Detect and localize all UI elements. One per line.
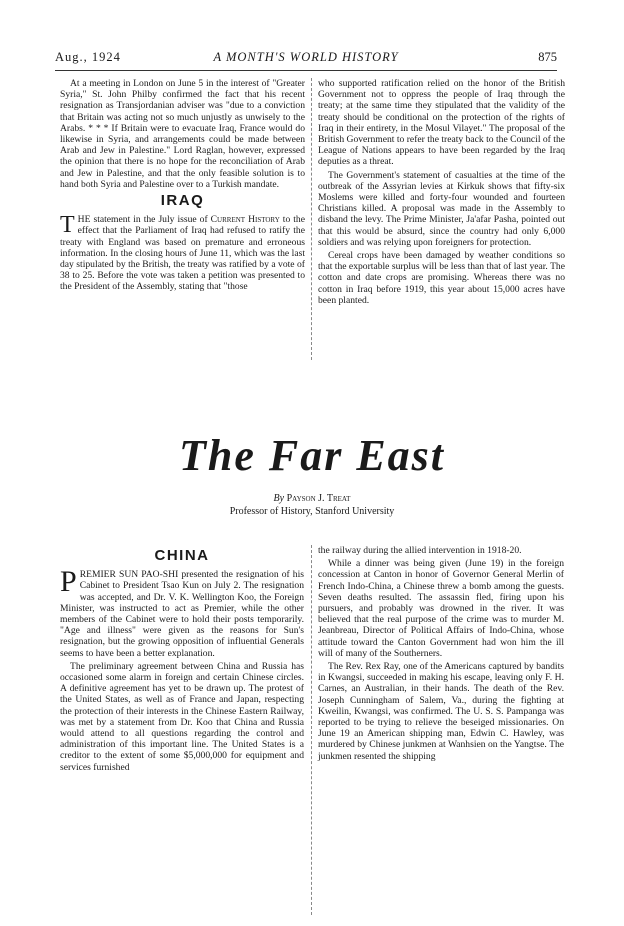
column-top-right xyxy=(318,78,565,306)
column-divider-bottom xyxy=(311,545,312,915)
header-page-number: 875 xyxy=(538,50,557,64)
russia-agreement-paragraph: The preliminary agreement between China and Russia has occasioned some alarm in foreign and certain Chinese circles. A definitive agreement has yet to be drawn up. The protest of the United States, as well as of France and Japan, respecting the protection of their interests in the Chinese Eastern Railway, was met by a statement from Dr. Koo that China and Russia would attend to all questions regarding the control and administration of this important line. The United States is a creditor to the extent of some $5,000,000 for equipment and services furnished xyxy=(60,660,304,773)
iraq-continuation-paragraph: who supported ratification relied on the honor of the British Government not to oppress the people of Iraq through the treaty; at the same time they stipulated that the validity of the treaty should be conditional on the protection of the rights of Iraq in their entirety, in the Mosul Vilayet." The proposal of the British Government to refer the treaty back to the Council of the League of Nations appears to have been regarded by the Iraq deputies as a threat. xyxy=(318,78,565,168)
section-title: The Far East xyxy=(178,431,446,480)
canton-bomb-paragraph: While a dinner was being given (June 19) in the foreign concession at Canton in honor of Governor General Merlin of French Indo-China, a Chinese threw a bomb among the guests. Seven deaths resulted. The assassin fled, firing upon his pursuers, and probably was drowned in the river. It was believed that the real purpose of the crime was to murder M. Jeanbreau, Director of Political Affairs of Indo-China, whose attitude toward the Canton Government had won him the ill will of many of the Southerners. xyxy=(318,558,564,659)
railway-continuation-paragraph: the railway during the allied intervention in 1918-20. xyxy=(318,545,522,556)
missionaries-paragraph: The Rev. Rex Ray, one of the Americans captured by bandits in Kwangsi, succeeded in making his escape, leaving only F. H. Carnes, an Australian, in their hands. The death of the Rev. Joseph Cunningham of Salem, Va., during the fighting at Kweilin, Kwangsi, was confirmed. The U. S. S. Pampanga was reported to be trying to relieve the beseiged missionaries. On June 19 an American shipping man, Edwin C. Hawley, was murdered by Chinese junkmen at Wanhsien on the Yangtse. The junkmen resented the shipping xyxy=(318,661,564,762)
iraq-lead-text: HE statement in the July issue of xyxy=(77,214,208,226)
drop-cap-t: T xyxy=(60,212,75,239)
iraq-heading: IRAQ xyxy=(160,192,205,210)
china-heading: CHINA xyxy=(154,547,210,564)
iraq-rest-text: to the effect that the Parliament of Iraq had refused to ratify the treaty with England was based on premature and erroneous information. In the closing hours of June 11, which was the last day stipulated by the British, the treaty was ratified by a vote of 38 to 25. Before the vote was taken a petition was presented to the President of the Assembly, stating that "those xyxy=(60,214,305,293)
byline-prefix: By xyxy=(273,493,285,504)
header-title: A MONTH'S WORLD HISTORY xyxy=(213,50,399,64)
iraq-paragraph xyxy=(60,214,305,292)
column-bottom-right xyxy=(318,545,564,762)
column-divider-top xyxy=(311,78,312,360)
author-affiliation: Professor of History, Stanford University xyxy=(229,506,395,517)
running-header xyxy=(55,50,557,66)
header-rule xyxy=(55,70,557,71)
drop-cap-p: P xyxy=(60,565,77,599)
casualties-paragraph: The Government's statement of casualties at the time of the outbreak of the Assyrian levies at Kirkuk shows that fifty-six Moslems were killed and forty-four wounded and fourteen Christians killed. A proposal was made in the Assembly to disband the levy. The Prime Minister, Ja'afar Pasha, pointed out that this would be absurd, since the country had only 6,000 soldiers and was relying upon foreigners for protection. xyxy=(318,169,565,248)
syria-paragraph: At a meeting in London on June 5 in the interest of "Greater Syria," St. John Philby confirmed the fact that his recent resignation as Transjordanian adviser was "due to a conviction that Britain was acting not so much unjustly as unwisely to the Arabs. * * * If Britain were to evacuate Iraq, France would do likewise in Syria, and arrangements could be made between Arab and Jew in Palestine." Lord Raglan, however, expressed the opinion that there is no hope for the reconciliation of Arab and Jew in Palestine, and that the only feasible solution is to hand both Syria and Palestine over to a Turkish mandate. xyxy=(60,78,305,190)
premier-text: REMIER SUN PAO-SHI presented the resignation of his Cabinet to President Tsao Kun on July 2. The resignation was accepted, and Dr. V. K. Wellington Koo, the Foreign Minister, was instructed to act as Premier, while the other members of the Cabinet were to hold their posts temporarily. "Age and illness" were given as the reasons for Sun's resignation, but the growing opposition of influential Generals seems to have been a better explanation. xyxy=(60,569,304,659)
column-bottom-left xyxy=(60,545,304,773)
byline xyxy=(0,493,624,504)
header-date: Aug., 1924 xyxy=(55,50,121,64)
premier-paragraph xyxy=(60,565,304,659)
crops-paragraph: Cereal crops have been damaged by weather conditions so that the exportable surplus will be less than that of last year. The cotton and date crops are promising. Whereas there was no cotton in Iraq before 1919, this year about 15,000 acres have been planted. xyxy=(318,250,565,306)
column-top-left xyxy=(60,78,305,293)
author-name: Payson J. Treat xyxy=(286,493,351,504)
current-history-smallcaps: Current History xyxy=(210,214,280,226)
